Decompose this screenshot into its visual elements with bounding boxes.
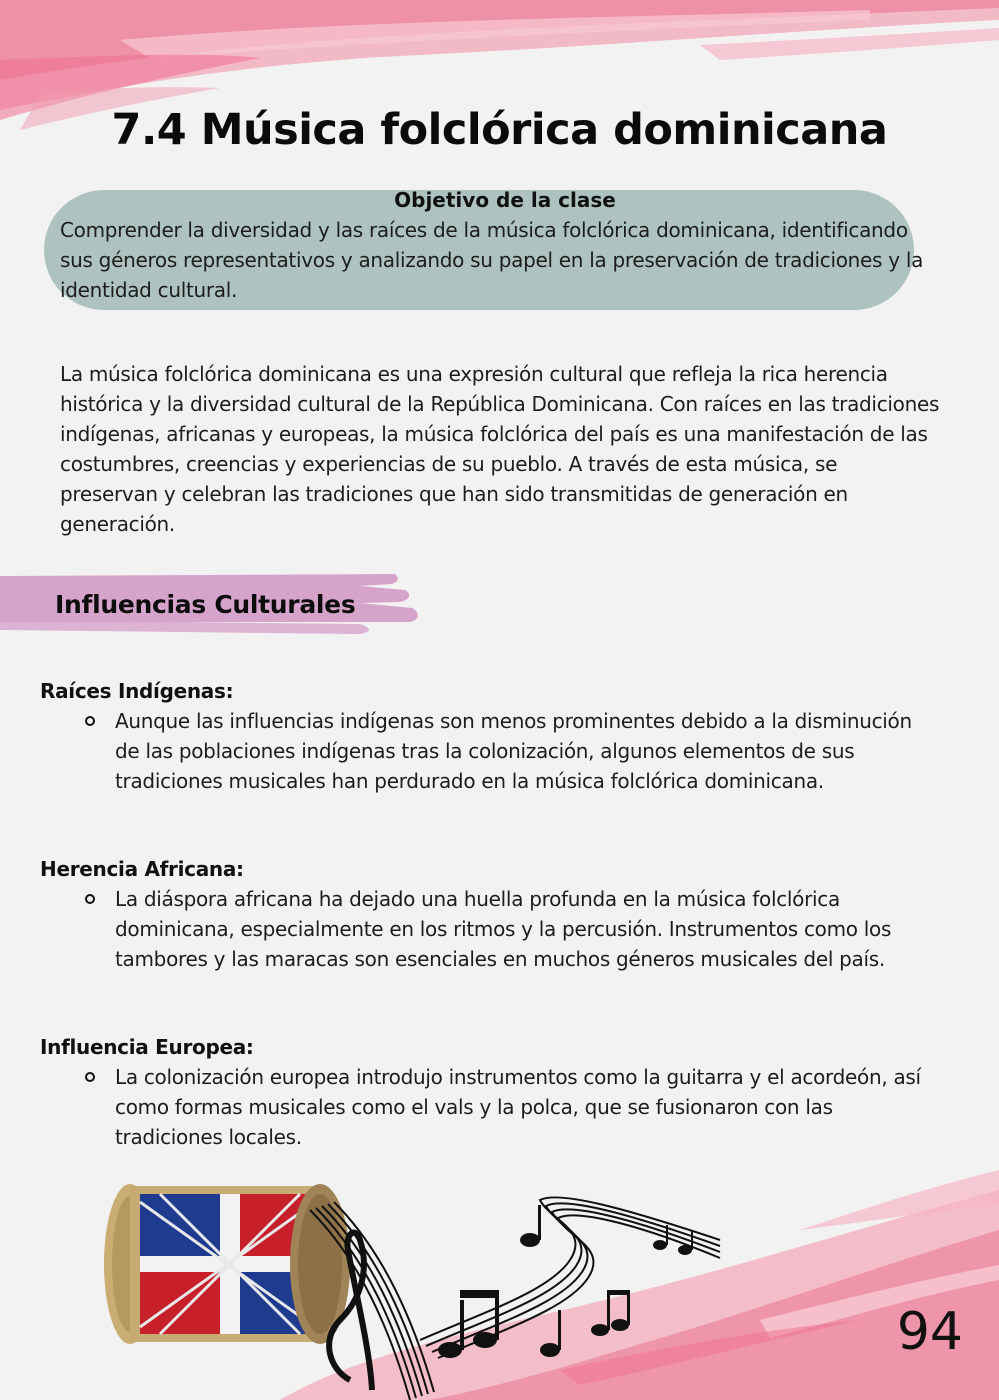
list-item-text: La colonización europea introdujo instrumentos como la guitarra y el acordeón, así como formas musicales como el vals y la polca, que se fusionaron con las tradiciones locales. — [115, 1065, 921, 1149]
objective-title: Objetivo de la clase — [394, 188, 616, 212]
influence-title: Herencia Africana: — [40, 857, 244, 881]
list-item-text: La diáspora africana ha dejado una huella profunda en la música folclórica dominicana, especialmente en los ritmos y la percusión. Instrumentos como los tambores y las maracas son esenciales en muchos géneros musicales del país. — [115, 887, 892, 971]
intro-paragraph: La música folclórica dominicana es una expresión cultural que refleja la rica herencia histórica y la diversidad cultural de la República Dominicana. Con raíces en las tradiciones indígenas, africanas y europeas, la música folclórica del país es una manifestación de las costumbres, creencias y experiencias de su pueblo. A través de esta música, se preservan y celebran las tradiciones que han sido transmitidas de generación en generación. — [60, 362, 940, 536]
influence-title: Raíces Indígenas: — [40, 679, 234, 703]
section-heading: Influencias Culturales — [55, 590, 356, 619]
page-number: 94 — [896, 1302, 963, 1362]
list-item — [40, 706, 940, 796]
music-notes-icon — [300, 1180, 740, 1400]
page-title: 7.4 Música folclórica dominicana — [111, 104, 888, 155]
list-item — [40, 884, 940, 974]
objective-text: Comprender la diversidad y las raíces de la música folclórica dominicana, identificando sus géneros representativos y analizando su papel en la preservación de tradiciones y la identidad cultural. — [60, 218, 924, 302]
bullet-icon — [85, 894, 95, 904]
bullet-icon — [85, 1072, 95, 1082]
bullet-icon — [85, 716, 95, 726]
influence-african — [40, 854, 940, 974]
list-item — [40, 1062, 940, 1152]
influence-title: Influencia Europea: — [40, 1035, 254, 1059]
list-item-text: Aunque las influencias indígenas son menos prominentes debido a la disminución de las poblaciones indígenas tras la colonización, algunos elementos de sus tradiciones musicales han perdurado en la música folclórica dominicana. — [115, 709, 912, 793]
influence-european — [40, 1032, 940, 1152]
influence-indigenous — [40, 676, 940, 796]
